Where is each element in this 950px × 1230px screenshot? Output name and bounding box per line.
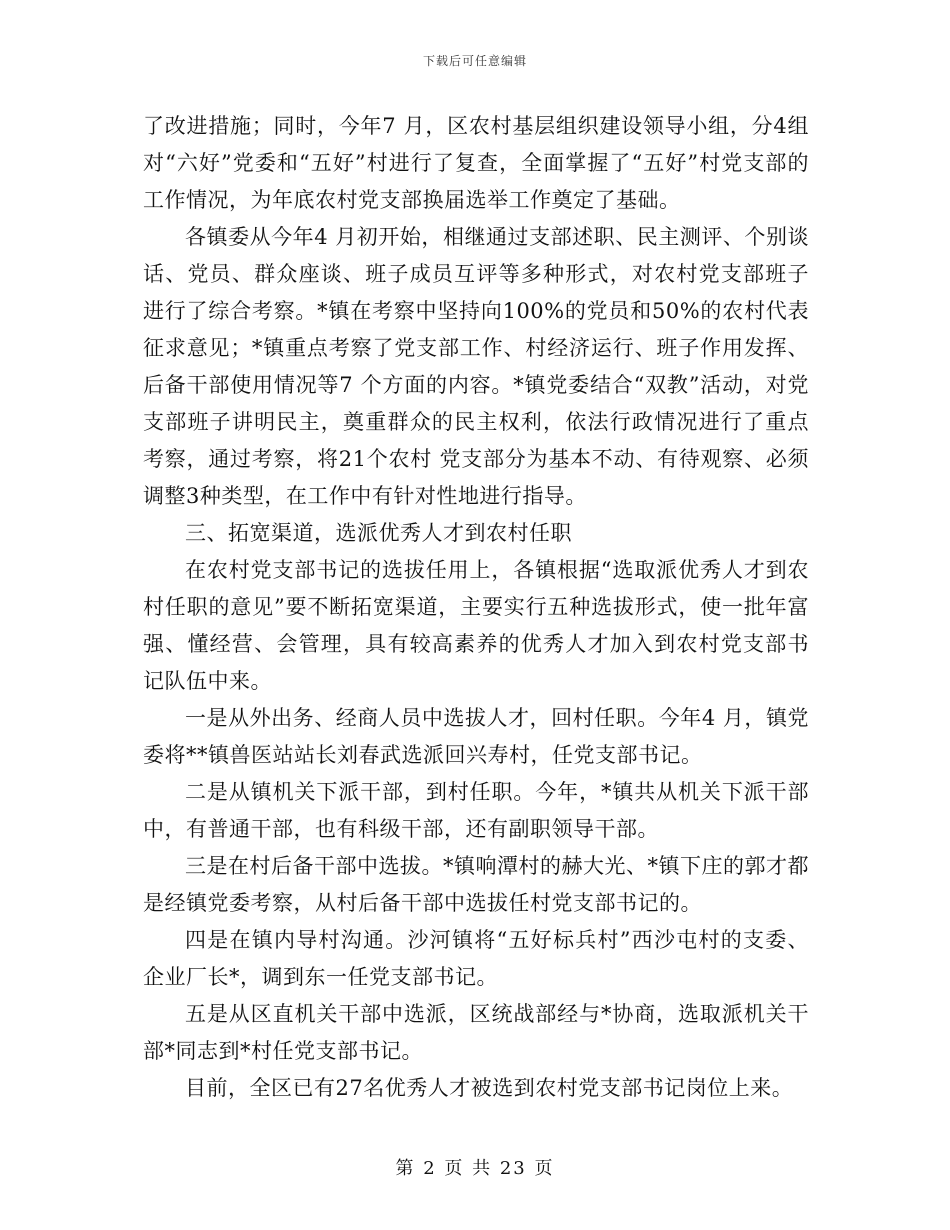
document-body: [143, 108, 809, 1107]
paragraph-5: 二是从镇机关下派干部，到村任职。今年，*镇共从机关下派干部中，有普通干部，也有科级干部，还有副职领导干部。: [143, 780, 809, 841]
paragraph-6: 三是在村后备干部中选拔。*镇响潭村的赫大光、*镇下庄的郭才都是经镇党委考察，从村后备干部中选拔任村党支部书记的。: [143, 854, 809, 915]
paragraph-3: 在农村党支部书记的选拔任用上，各镇根据“选取派优秀人才到农村任职的意见”要不断拓宽渠道，主要实行五种选拔形式，使一批年富强、懂经营、会管理，具有较高素养的优秀人才加入到农村党支部书记队伍中来。: [143, 558, 809, 693]
paragraph-9: 目前，全区已有27名优秀人才被选到农村党支部书记岗位上来。: [185, 1076, 794, 1100]
page-number: 第 2 页 共 23 页: [395, 1158, 555, 1179]
paragraph-8: 五是从区直机关干部中选派，区统战部经与*协商，选取派机关干部*同志到*村任党支部书记。: [143, 1002, 809, 1063]
paragraph-1: 了改进措施；同时，今年7 月，区农村基层组织建设领导小组，分4组对“六好”党委和“五好”村进行了复查，全面掌握了“五好”村党支部的工作情况，为年底农村党支部换届选举工作奠定了基础。: [143, 114, 809, 212]
paragraph-4: 一是从外出务、经商人员中选拔人才，回村任职。今年4 月，镇党委将**镇兽医站站长刘春武选派回兴寿村，任党支部书记。: [143, 706, 809, 767]
page-header: 下载后可任意编辑: [422, 54, 527, 68]
paragraph-2: 各镇委从今年4 月初开始，相继通过支部述职、民主测评、个别谈话、党员、群众座谈、班子成员互评等多种形式，对农村党支部班子进行了综合考察。*镇在考察中坚持向100%的党员和50%的农村代表征求意见；*镇重点考察了党支部工作、村经济运行、班子作用发挥、后备干部使用情况等7 个方面的内容。*镇党委结合“双教”活动，对党支部班子讲明民主，奠重群众的民主权利，依法行政情况进行了重点考察，通过考察，将21个农村 党支部分为基本不动、有待观察、必须调整3种类型，在工作中有针对性地进行指导。: [143, 225, 809, 508]
paragraph-7: 四是在镇内导村沟通。沙河镇将“五好标兵村”西沙屯村的支委、企业厂长*，调到东一任党支部书记。: [143, 928, 809, 989]
section-heading: 三、拓宽渠道，选派优秀人才到农村任职: [185, 521, 572, 545]
